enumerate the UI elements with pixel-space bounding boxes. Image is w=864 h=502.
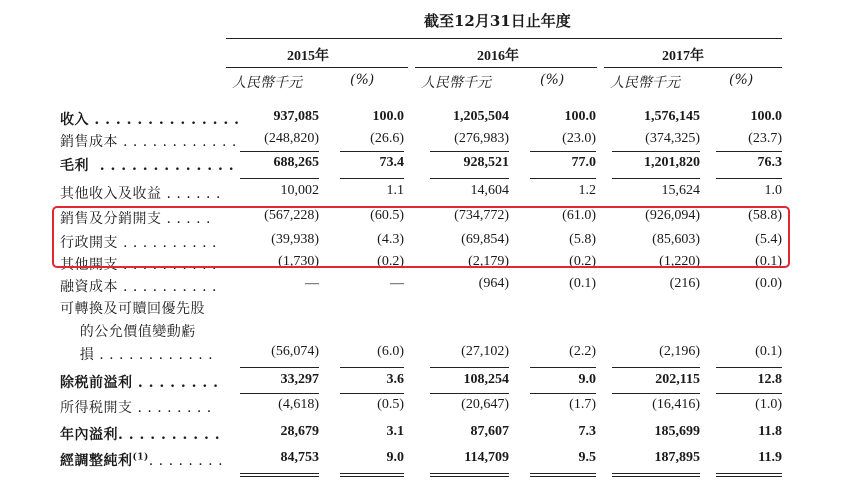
total-rule	[530, 473, 596, 474]
percent-cell: (0.2)	[569, 254, 596, 269]
year-rule-2017	[604, 67, 782, 68]
percent-cell: 100.0	[372, 109, 404, 124]
row-label: 其他收入及收益 . . . . . .	[60, 186, 221, 202]
percent-cell: 73.4	[379, 155, 404, 170]
amount-cell: (20,647)	[461, 397, 509, 412]
total-rule	[240, 473, 319, 474]
amount-cell: (16,416)	[652, 397, 700, 412]
row-label: 行政開支 . . . . . . . . . .	[60, 235, 218, 251]
percent-cell: (23.0)	[562, 131, 596, 146]
total-rule	[612, 151, 700, 152]
percent-cell: (0.0)	[755, 276, 782, 291]
total-rule	[716, 178, 782, 179]
percent-cell: 1.2	[578, 183, 596, 198]
percent-cell: (2.2)	[569, 344, 596, 359]
percent-cell: (26.6)	[370, 131, 404, 146]
percent-cell: (0.2)	[377, 254, 404, 269]
percent-cell: 12.8	[757, 372, 782, 387]
total-rule	[430, 476, 509, 477]
amount-cell: 928,521	[463, 155, 509, 170]
percent-cell: 76.3	[757, 155, 782, 170]
row-label: 毛利 . . . . . . . . . . . . .	[60, 158, 235, 174]
amount-cell: (374,325)	[645, 131, 700, 146]
amount-cell: 14,604	[470, 183, 509, 198]
percent-cell: (4.3)	[377, 232, 404, 247]
amount-cell: 1,576,145	[644, 109, 700, 124]
total-rule	[240, 151, 319, 152]
percent-cell: —	[390, 276, 404, 291]
amount-cell: (734,772)	[454, 208, 509, 223]
amount-cell: 688,265	[273, 155, 319, 170]
amount-cell: 1,201,820	[644, 155, 700, 170]
row-label: 所得税開支 . . . . . . . .	[60, 400, 212, 416]
amount-cell: 185,699	[654, 424, 700, 439]
percent-cell: 9.5	[578, 450, 596, 465]
total-rule	[612, 476, 700, 477]
row-label: 融資成本 . . . . . . . . . .	[60, 279, 218, 295]
total-rule	[430, 393, 509, 394]
percent-cell: 1.0	[764, 183, 782, 198]
percent-cell: (58.8)	[748, 208, 782, 223]
total-rule	[530, 476, 596, 477]
amount-cell: (1,220)	[659, 254, 700, 269]
total-rule	[612, 178, 700, 179]
percent-cell: (0.1)	[755, 254, 782, 269]
percent-cell: 9.0	[386, 450, 404, 465]
pct-label-2015: (%)	[350, 72, 375, 88]
amount-cell: 28,679	[280, 424, 319, 439]
highlight-box	[52, 206, 790, 268]
amount-cell: 10,002	[280, 183, 319, 198]
row-label: 年內溢利. . . . . . . . . .	[60, 427, 221, 443]
row-label: 損 . . . . . . . . . . . .	[60, 347, 214, 363]
percent-cell: 3.6	[386, 372, 404, 387]
amount-cell: 937,085	[273, 109, 319, 124]
amount-cell: (2,179)	[468, 254, 509, 269]
unit-label-2017: 人民幣千元	[610, 75, 680, 91]
total-rule	[430, 178, 509, 179]
total-rule	[716, 476, 782, 477]
total-rule	[340, 473, 404, 474]
percent-cell: (5.8)	[569, 232, 596, 247]
percent-cell: (1.0)	[755, 397, 782, 412]
total-rule	[530, 151, 596, 152]
row-label: 收入 . . . . . . . . . . . . . .	[60, 112, 240, 128]
percent-cell: 100.0	[564, 109, 596, 124]
amount-cell: (926,094)	[645, 208, 700, 223]
amount-cell: (69,854)	[461, 232, 509, 247]
amount-cell: (248,820)	[264, 131, 319, 146]
period-title: 截至12月31日止年度	[424, 12, 571, 30]
row-label: 銷售及分銷開支 . . . . .	[60, 211, 212, 227]
percent-cell: 11.9	[758, 450, 782, 465]
total-rule	[530, 178, 596, 179]
amount-cell: (56,074)	[271, 344, 319, 359]
amount-cell: (276,983)	[454, 131, 509, 146]
total-rule	[716, 393, 782, 394]
amount-cell: 84,753	[280, 450, 319, 465]
amount-cell: (27,102)	[461, 344, 509, 359]
total-rule	[612, 393, 700, 394]
footnote-marker: (1)	[132, 452, 149, 463]
amount-cell: —	[305, 276, 319, 291]
total-rule	[530, 393, 596, 394]
percent-cell: (1.7)	[569, 397, 596, 412]
total-rule	[240, 476, 319, 477]
total-rule	[612, 367, 700, 368]
total-rule	[340, 476, 404, 477]
percent-cell: (0.1)	[569, 276, 596, 291]
total-rule	[240, 178, 319, 179]
total-rule	[240, 367, 319, 368]
total-rule	[716, 151, 782, 152]
amount-cell: 87,607	[470, 424, 509, 439]
total-rule	[716, 367, 782, 368]
year-rule-2016	[415, 67, 597, 68]
year-2017: 2017年	[662, 49, 704, 64]
total-rule	[430, 473, 509, 474]
percent-cell: 1.1	[386, 183, 404, 198]
unit-label-2016: 人民幣千元	[421, 75, 491, 91]
total-rule	[340, 178, 404, 179]
year-rule-2015	[226, 67, 408, 68]
amount-cell: 108,254	[463, 372, 509, 387]
percent-cell: (61.0)	[562, 208, 596, 223]
amount-cell: (567,228)	[264, 208, 319, 223]
percent-cell: (60.5)	[370, 208, 404, 223]
amount-cell: (2,196)	[659, 344, 700, 359]
total-rule	[340, 151, 404, 152]
percent-cell: 100.0	[750, 109, 782, 124]
amount-cell: (4,618)	[278, 397, 319, 412]
amount-cell: 202,115	[655, 372, 700, 387]
amount-cell: 114,709	[464, 450, 509, 465]
amount-cell: 187,895	[654, 450, 700, 465]
row-label: 的公允價值變動虧	[60, 324, 196, 340]
amount-cell: (85,603)	[652, 232, 700, 247]
percent-cell: 77.0	[571, 155, 596, 170]
amount-cell: (216)	[669, 276, 700, 291]
pct-label-2016: (%)	[540, 72, 565, 88]
total-rule	[716, 473, 782, 474]
total-rule	[430, 151, 509, 152]
amount-cell: (1,730)	[278, 254, 319, 269]
percent-cell: 9.0	[578, 372, 596, 387]
total-rule	[340, 393, 404, 394]
total-rule	[530, 367, 596, 368]
year-2015: 2015年	[287, 49, 329, 64]
year-2016: 2016年	[477, 49, 519, 64]
row-label: 其他開支 . . . . . . . . . .	[60, 257, 218, 273]
total-rule	[340, 367, 404, 368]
amount-cell: (39,938)	[271, 232, 319, 247]
header-rule	[226, 38, 782, 39]
amount-cell: 15,624	[661, 183, 700, 198]
amount-cell: 33,297	[280, 372, 319, 387]
percent-cell: (23.7)	[748, 131, 782, 146]
total-rule	[240, 393, 319, 394]
amount-cell: 1,205,504	[453, 109, 509, 124]
row-label: 除税前溢利 . . . . . . . .	[60, 375, 219, 391]
percent-cell: (0.1)	[755, 344, 782, 359]
row-label: 可轉換及可贖回優先股	[60, 301, 205, 317]
total-rule	[612, 473, 700, 474]
percent-cell: 3.1	[386, 424, 404, 439]
percent-cell: (6.0)	[377, 344, 404, 359]
percent-cell: 11.8	[758, 424, 782, 439]
row-label: 銷售成本 . . . . . . . . . . . .	[60, 134, 237, 150]
row-label-text: 經調整純利	[60, 453, 133, 469]
leader-dots: . . . . . . . .	[148, 453, 224, 469]
percent-cell: (0.5)	[377, 397, 404, 412]
pct-label-2017: (%)	[729, 72, 754, 88]
amount-cell: (964)	[478, 276, 509, 291]
total-rule	[430, 367, 509, 368]
percent-cell: 7.3	[578, 424, 596, 439]
percent-cell: (5.4)	[755, 232, 782, 247]
row-label	[60, 450, 223, 470]
unit-label-2015: 人民幣千元	[232, 75, 302, 91]
